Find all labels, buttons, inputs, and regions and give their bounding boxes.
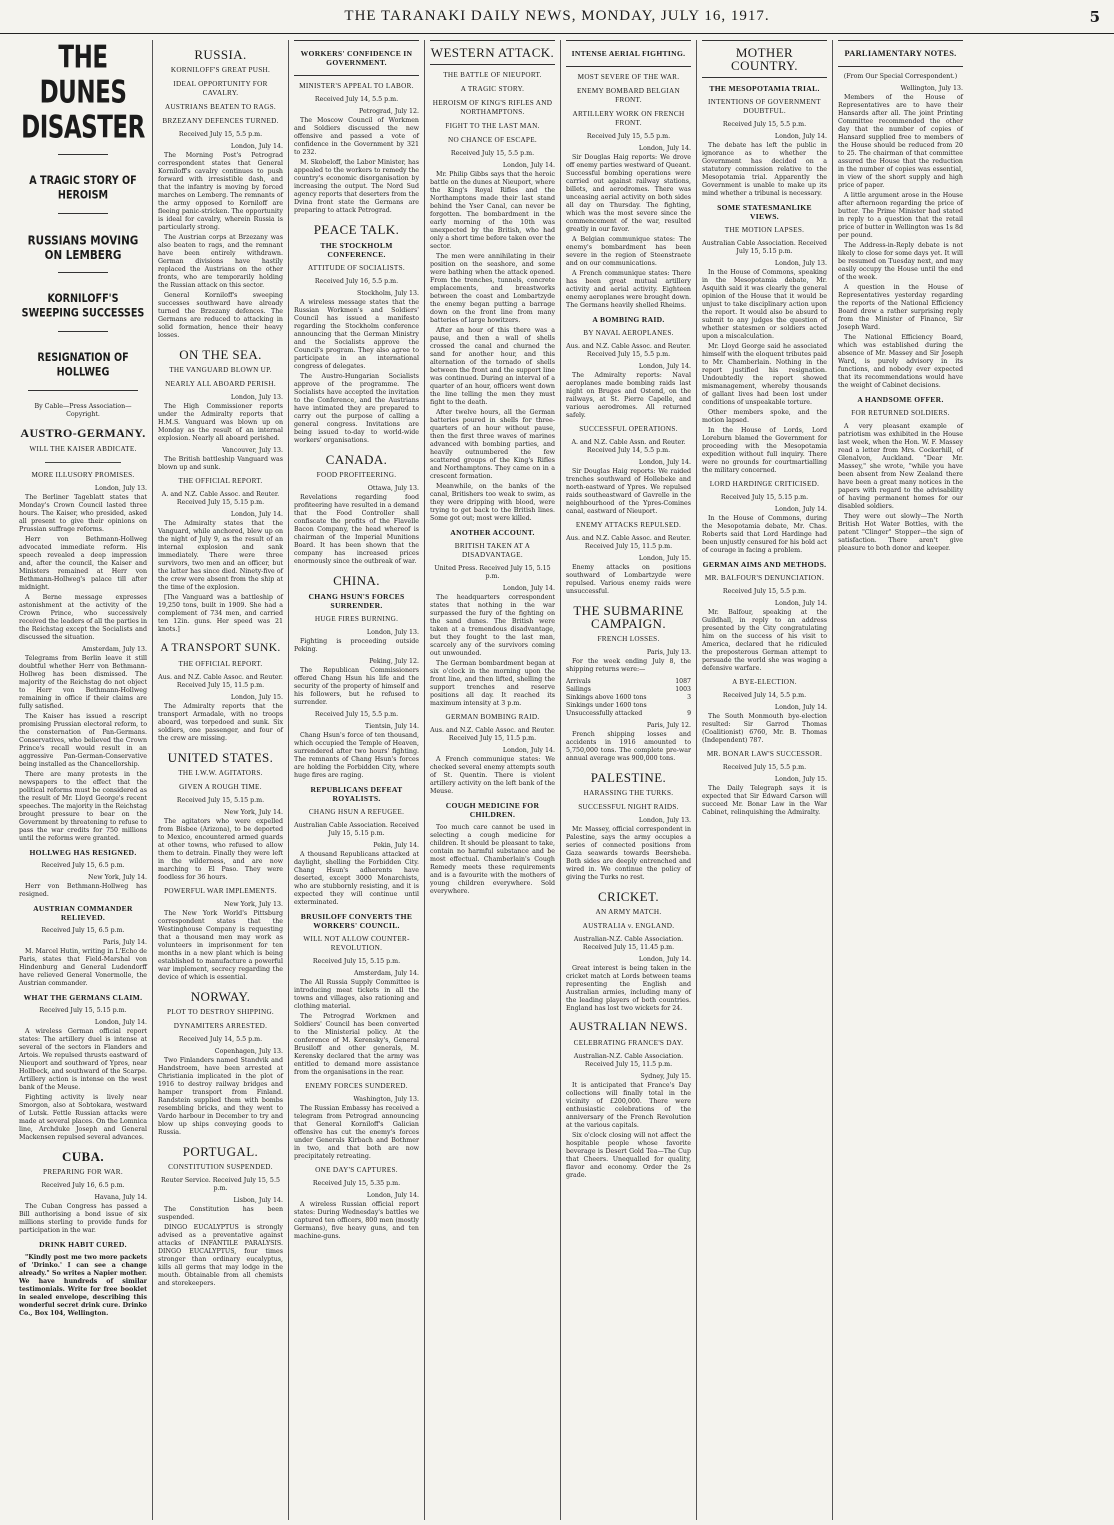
dateline: Vancouver, July 13. (222, 447, 283, 454)
received-line: Received July 15, 5.35 p.m. (312, 1180, 401, 1187)
deck-brzezany: BRZEZANY DEFENCES TURNED. (162, 117, 279, 125)
received-line: A. and N.Z. Cable Assoc. and Reuter. Received July 15, 5.15 p.m. (161, 491, 280, 506)
section-united-states: UNITED STATES. (167, 750, 274, 765)
deck-vanguard: THE VANGUARD BLOWN UP. (169, 366, 272, 374)
dateline: London, July 14. (774, 506, 827, 513)
dateline: London, July 15. (230, 694, 283, 701)
section-mother-country: MOTHER COUNTRY. (731, 45, 798, 73)
dateline: Stockholm, July 13. (357, 290, 419, 297)
deck-official-report-2: THE OFFICIAL REPORT. (178, 660, 263, 668)
deck-mesopotamia: THE MESOPOTAMIA TRIAL. (709, 84, 820, 93)
section-palestine: PALESTINE. (590, 770, 667, 785)
deck-captures: ONE DAY'S CAPTURES. (315, 1166, 398, 1174)
article-paragraph: A thousand Republicans attacked at daylight, shelling the Forbidden City. Chang Hsun's adherents have deserted, except 3000 Monarchists, who are stubbornly resisting, and it is expected they will continue until exterminated. (294, 851, 419, 906)
section-peace-talk: PEACE TALK. (313, 222, 400, 237)
deck-aus-v-eng: AUSTRALIA v. ENGLAND. (582, 922, 675, 930)
dateline: London, July 14. (230, 511, 283, 518)
deck-germans-claim: WHAT THE GERMANS CLAIM. (23, 993, 143, 1002)
headline-box (294, 40, 419, 76)
table-row: Sailings 1003 (566, 686, 691, 693)
article-paragraph: In the House of Commons, speaking in the Mesopotamia debate, Mr. Asquith said it was clearly the general opinion of the House that it would be unjust to take disciplinary action upon the report. It would also be absurd to submit to any judges the question of whether statesmen or soldiers acted upon a miscalculation. (702, 269, 827, 340)
article-paragraph: The Austrian corps at Brzezany was also beaten to rags, and the remnant have been entirely withdrawn. German divisions have hastily replaced the Austrians on the other fronts, who are temporarily holding the Russian attack on this sector. (158, 234, 283, 289)
received-line: Received July 15, 5.5 p.m. (722, 588, 807, 595)
deck-republicans: REPUBLICANS DEFEAT ROYALISTS. (310, 785, 403, 803)
deck-korniloff: KORNILOFF'S GREAT PUSH. (170, 66, 271, 74)
received-line: Aus. and N.Z. Cable Assoc. and Reuter. Received July 15, 11.5 p.m. (430, 727, 555, 742)
deck-plot: PLOT TO DESTROY SHIPPING. (166, 1008, 275, 1016)
article-paragraph: The New York World's Pittsburg correspondent states that the Westinghouse Company is requesting that a thousand men may work as volunteers in imprisonment for ten months in a new plant which is being established to manufacture a powerful war implement, secrecy regarding the device of which is essential. (158, 910, 283, 981)
article-paragraph: The Cuban Congress has passed a Bill authorising a bond issue of six millions sterling to provide funds for participation in the war. (19, 1203, 147, 1234)
deck-night-raids: SUCCESSFUL NIGHT RAIDS. (578, 803, 679, 811)
column-3 (288, 40, 424, 1520)
article-paragraph: The Address-in-Reply debate is not likely to close for some days yet. It will be resumed on Tuesday next, and may easily occupy the House until the end of the week. (838, 242, 963, 281)
dateline: London, July 14. (230, 143, 283, 150)
received-line: Received July 15, 5.5 p.m. (178, 131, 263, 138)
dateline: London, July 14. (638, 956, 691, 963)
article-paragraph: The Berliner Tageblatt states that Monday's Crown Council lasted three hours. The Kaiser, who presided, asked all present to give their opinions on Prussian suffrage reforms. (19, 494, 147, 533)
deck-intentions: INTENTIONS OF GOVERNMENT DOUBTFUL. (707, 98, 821, 115)
article-paragraph: The Daily Telegraph says it is expected that Sir Edward Carson will succeed Mr. Bonar Law in the War Cabinet, relinquishing the Admiralty. (702, 785, 827, 816)
received-line: Australian Cable Association. Received July 15, 5.15 p.m. (702, 240, 827, 255)
article-paragraph: Mr. Lloyd George said he associated himself with the eloquent tributes paid to Mr. Chamberlain. Nothing in the report justified his resignation. Undoubtedly the report showed mismanagement, whereby thousands of gallant lives had been lost under conditions of unspeakable torture. (702, 343, 827, 406)
article-paragraph: The headquarters correspondent states that nothing in the war surpassed the fury of the fighting on the sand dunes. The British were taken at a tremendous disadvantage, but they fought to the last man, scarcely any of the survivors coming out unwounded. (430, 594, 555, 657)
article-paragraph: It is anticipated that France's Day collections will finally total in the vicinity of £200,000. There were enthusiastic celebrations of the anniversary of the French Revolution at the various capitals. (566, 1082, 691, 1129)
dateline: London, July 13. (230, 394, 283, 401)
article-paragraph: The Moscow Council of Workmen and Soldiers discussed the new offensive and passed a vote of confidence in the Government by 321 to 232. (294, 117, 419, 156)
dateline: Amsterdam, July 14. (354, 970, 419, 977)
article-paragraph: A wireless German official report states: The artillery duel is intense at several of the sectors in Flanders and Artois. We repulsed thrusts eastward of Nieuport and southward of Ypres, near Hollbeck, and southward of the Scarpe. Artillery action is intense on the west bank of the Meuse. (19, 1028, 147, 1091)
shipping-table (566, 678, 691, 718)
received-line: Aus. and N.Z. Cable Assoc. and Reuter. Received July 15, 11.5 p.m. (566, 535, 691, 550)
ad-paragraph: "Kindly post me two more packets of 'Drinko.' I can see a change already." So writes a Napier mother. We have hundreds of similar testimonials. Write for free booklet in sealed envelope, describing this wonderful secret drink cure. Drinko Co., Box 104, Wellington. (19, 1254, 147, 1317)
article-paragraph: There are many protests in the newspapers to the effect that the political reforms must be considered as the result of Mr. Lloyd George's recent speeches. The majority in the Reichstag brought pressure to bear on the Government by threatening to refuse to pass the war credits for 750 millions until the reforms were granted. (19, 771, 147, 842)
dateline: Lisbon, July 14. (233, 1197, 283, 1204)
dateline: Paris, July 13. (646, 649, 691, 656)
article-paragraph: Herr von Bethmann-Hollweg advocated immediate reform. His speech revealed a deep impression and, after the council, the Kaiser and Ministers remained at Herr von Bethmann-Hollweg's palace till after midnight. (19, 536, 147, 591)
article-paragraph: After twelve hours, all the German batteries poured in shells for three-quarters of an hour without pause, then the first three waves of marines advanced with bombing parties, and heavily outnumbered the few scattered groups of the King's Rifles and Northamptons. They came on in a crescent formation. (430, 409, 555, 480)
article-paragraph: Fighting activity is lively near Smorgon, also at Sobtokara, westward of Lutsk. Fettle Russian attacks were made at several places. On the Lomnica line, Archduke Joseph and General Mackensen repulsed several advances. (19, 1094, 147, 1141)
dateline: London, July 14. (774, 704, 827, 711)
deck-army-match: AN ARMY MATCH. (595, 908, 662, 916)
article-paragraph: Two Finlanders named Standvik and Handstroem, have been arrested at Christiania implicated in the plot of 1916 to destroy railway bridges and hamper transport from Finland. Randstein supplied them with bombs resembling bricks, and they went to Vardo harbour in December to try and blow up ships conveying goods to Russia. (158, 1057, 283, 1136)
received-line: Received July 15, 5.5 p.m. (722, 121, 807, 128)
deck-preparing: PREPARING FOR WAR. (43, 1168, 123, 1176)
article-paragraph: The Morning Post's Petrograd correspondent states that General Korniloff's cavalry continues to push forward with irresistible dash, and that the infantry is moving by forced marches on Lemberg. The remnants of the army opposed to Korniloff are fleeing panic-stricken. The opportunity is ideal for cavalry, wherein Russia is particularly strong. (158, 152, 283, 231)
section-on-the-sea: ON THE SEA. (179, 347, 262, 362)
headline-box (702, 40, 827, 78)
deck-counter: WILL NOT ALLOW COUNTER-REVOLUTION. (303, 935, 410, 952)
deck-promises: MORE ILLUSORY PROMISES. (31, 471, 135, 479)
article-paragraph: Revelations regarding food profiteering have resulted in a demand that the Food Controller shall confiscate the profits of the Flavelle Bacon Company, the head whereof is chairman of the Imperial Munitions Board. It has been shown that the company has increased prices enormously since the outbreak of war. (294, 494, 419, 565)
deck-statesmanlike: SOME STATESMANLIKE VIEWS. (717, 203, 812, 221)
article-paragraph: M. Marcel Hutin, writing in L'Echo de Paris, states that Field-Marshal von Hindenburg and General Ludendorff have relieved General Vonermolle, the Austrian commander. (19, 948, 147, 987)
received-line: Received July 15, 5.15 p.m. (39, 1007, 127, 1014)
deck-french-losses: FRENCH LOSSES. (597, 635, 660, 643)
dateline: New York, July 13. (223, 901, 283, 908)
section-norway: NORWAY. (190, 989, 251, 1004)
newspaper-columns (14, 40, 1104, 1520)
article-paragraph: The men were annihilating in their position on the seashore, and some were bathing when the attack opened. From the trenches, tunnels, concrete emplacements, and breastworks between the coast and Lombartzyde the enemy began putting a barrage down on the front line from many batteries of large howitzers. (430, 253, 555, 324)
section-austro-germany: AUSTRO-GERMANY. (20, 426, 146, 440)
article-paragraph: Mr. Philip Gibbs says that the heroic battle on the dunes at Nieuport, where the King's Royal Rifles and the Northamptons made their last stand behind the Yser Canal, can never be forgotten. The bombardment in the early morning of the 10th was unexpected by the British, who had only a short time before taken over the sector. (430, 171, 555, 250)
received-line: United Press. Received July 15, 5.15 p.m. (434, 565, 551, 580)
received-line: Australian-N.Z. Cable Association. Received July 15, 11.45 p.m. (573, 936, 684, 951)
ad-paragraph: Six o'clock closing will not affect the hospitable people whose favorite beverage is Desert Gold Tea—The Cup that Cheers. Unequalled for quality, flavor and economy. Order the 2s grade. (566, 1132, 691, 1179)
section-transport-sunk: A TRANSPORT SUNK. (160, 642, 281, 654)
deck-powerful-war: POWERFUL WAR IMPLEMENTS. (164, 887, 277, 895)
article-paragraph: The Kaiser has issued a rescript promising Prussian electoral reform, to the consternation of Pan-Germans. Conservatives, who believed the Crown Prince's recall would result in an aggressive Pan-German-Conservative being installed as the Chancellorship. (19, 713, 147, 768)
deck-france-day: CELEBRATING FRANCE'S DAY. (573, 1039, 684, 1047)
article-paragraph: Sir Douglas Haig reports: We drove off enemy parties westward of Queant. Successful bombing operations were carried out against railway stations, billets, and aerodromes. There was unceasing aerial activity on both sides all day on Thursday. The fighting, which was the most severe since the commencement of the war, resulted greatly in our favor. (566, 154, 691, 233)
deck-minister-appeal: MINISTER'S APPEAL TO LABOR. (299, 82, 414, 90)
deck-most-severe: MOST SEVERE OF THE WAR. (577, 73, 680, 81)
deck-nieuport: THE BATTLE OF NIEUPORT. (443, 71, 542, 79)
deck-returned-soldiers: FOR RETURNED SOLDIERS. (851, 409, 950, 417)
table-row: Sinkings under 1600 tons (566, 702, 647, 709)
received-line: Received July 14, 5.5 p.m. (178, 1036, 263, 1043)
deck-austrians-beaten: AUSTRIANS BEATEN TO RAGS. (164, 103, 277, 111)
article-paragraph: The Constitution has been suspended. (158, 1206, 283, 1221)
article-paragraph: Chang Hsun's force of ten thousand, which occupied the Temple of Heaven, surrendered after two hours' fighting. The remnants of Chang Hsun's forces are holding the Forbidden City, where huge fires are raging. (294, 732, 419, 779)
article-paragraph: Telegrams from Berlin leave it still doubtful whether Herr von Bethmann-Hollweg has been dismissed. The majority of the Reichstag do not object to Herr von Bethmann-Hollweg remaining in office if their claims are fully satisfied. (19, 655, 147, 710)
article-paragraph: A very pleasant example of patriotism was exhibited in the House last week, when the Hon. W. F. Massey read a letter from Mrs. Cockerhill, of Glenalvon, Auckland. "Dear Mr. Massey," she wrote, "while you have been absent from New Zealand there have been a great many notices in the papers with regard to the advisability of having permanent homes for our disabled soldiers. (838, 423, 963, 510)
deck-hollweg-resigned: HOLLWEG HAS RESIGNED. (29, 848, 137, 857)
article-paragraph: The debate has left the public in ignorance as to whether the Government has decided on a statutory commission relative to the Mesopotamia trial. Apparently the Government is unable to make up its mind whether a tribunal is necessary. (702, 142, 827, 197)
headline-box (838, 40, 963, 67)
dateline: Copenhagen, July 13. (214, 1048, 283, 1055)
received-line: Received July 14, 5.5 p.m. (722, 692, 807, 699)
section-cricket: CRICKET. (597, 889, 660, 904)
dateline: Tientsin, July 14. (365, 723, 419, 730)
article-paragraph: A wireless message states that the Russian Workmen's and Soldiers' Council has issued a manifesto regarding the Stockholm conference announcing that the German Ministry and the Socialists approve the Council's program. They also agree to participate in an international congress of delegates. (294, 299, 419, 370)
dateline: Pekin, July 14. (373, 842, 419, 849)
article-paragraph: The Austro-Hungarian Socialists approve of the programme. The Socialists have accepted the invitation to the Conference, and the Austrians have intimated they are prepared to carry out the purpose of calling a general congress. Invitations are being issued to-day to world-wide workers' organisations. (294, 373, 419, 444)
article-paragraph: The German bombardment began at six o'clock in the morning upon the front line, and then lifted, shelling the support trenches and reserve positions all day. It reached its maximum intensity at 3 p.m. (430, 660, 555, 707)
received-line: Received July 15, 6.5 p.m. (41, 927, 125, 934)
received-line: Received July 15, 5.5 p.m. (314, 711, 399, 718)
deck-constitution: CONSTITUTION SUSPENDED. (168, 1163, 273, 1171)
article-paragraph: Other members spoke, and the motion lapsed. (702, 409, 827, 424)
headline-intense-aerial: INTENSE AERIAL FIGHTING. (571, 49, 686, 58)
page-number: 5 (1089, 7, 1100, 26)
deck-iww: THE I.W.W. AGITATORS. (178, 769, 263, 777)
received-line: Received July 14, 5.5 p.m. (314, 96, 399, 103)
dateline: London, July 13. (94, 485, 147, 492)
article-paragraph: A little argument arose in the House after afternoon regarding the price of butter. The Prime Minister had stated in reply to a question that the retail price of butter in Wellington was 1s 8d per pound. (838, 192, 963, 239)
dateline: London, July 14. (638, 145, 691, 152)
column-1 (14, 40, 152, 1520)
section-australian-news: AUSTRALIAN NEWS. (569, 1021, 688, 1033)
article-paragraph: French shipping losses and accidents in 1916 amounted to 5,750,000 tons. The complete pre-war annual average was 900,000 tons. (566, 731, 691, 762)
article-paragraph: Meanwhile, on the banks of the canal, Britishers too weak to swim, as they were dripping with blood, were trying to get back to the British lines. Some got out; most were killed. (430, 483, 555, 522)
received-line: Australian Cable Association. Received July 15, 5.15 p.m. (294, 822, 419, 837)
column-4 (424, 40, 560, 1520)
column-7 (832, 40, 968, 1520)
article-paragraph: The Republican Commissioners offered Chang Hsun his life and the security of the property of himself and his followers, but he refused to surrender. (294, 667, 419, 706)
deck-bye-election: A BYE-ELECTION. (732, 678, 797, 686)
dateline: London, July 15. (638, 555, 691, 562)
main-headline: THE DUNES DISASTER (21, 40, 145, 146)
dateline: Havana, July 14. (94, 1194, 147, 1201)
deck-german-aims: GERMAN AIMS AND METHODS. (702, 560, 827, 569)
deck-brusiloff: BRUSILOFF CONVERTS THE WORKERS' COUNCIL. (300, 912, 413, 930)
article-paragraph: The agitators who were expelled from Bisbee (Arizona), to be deported to Mexico, encountered armed guards at other towns, who refused to allow them to detrain. Finally they were left in the wilderness, and are now marching to El Paso. They were foodless for 36 hours. (158, 818, 283, 881)
received-line: Received July 15, 5.5 p.m. (450, 150, 535, 157)
deck-attitude: ATTITUDE OF SOCIALISTS. (308, 264, 405, 272)
column-2 (152, 40, 288, 1520)
deck-tragic-story: A TRAGIC STORY. (460, 85, 525, 93)
section-western-attack: WESTERN ATTACK. (430, 45, 555, 60)
dateline: London, July 13. (638, 817, 691, 824)
received-line: Received July 15, 5.5 p.m. (586, 133, 671, 140)
deck-enemy-sundered: ENEMY FORCES SUNDERED. (305, 1082, 408, 1090)
article-paragraph: A French communique states: We checked several enemy attempts south of St. Quentin. There is violent artillery activity on the left bank of the Meuse. (430, 756, 555, 795)
dateline: London, July 14. (638, 459, 691, 466)
dateline: Washington, July 13. (353, 1096, 419, 1103)
subheadline-tragic-story: A TRAGIC STORY OF HEROISM (29, 174, 137, 203)
dateline: London, July 14. (502, 162, 555, 169)
article-paragraph: Sir Douglas Haig reports: We raided trenches southward of Hollebeke and north-eastward of Ypres. We repulsed raids southeastward of Gavrelle in the neighbourhood of the Ypres-Comines canal, eastward of Nieuport. (566, 468, 691, 515)
ad-paragraph: They were out slowly—The North British Hot Water Bottles, with the patent "Clinger" Stopper—the sign of satisfaction. There aren't give pleasure to both donor and keeper. (838, 513, 963, 552)
deck-another-account: ANOTHER ACCOUNT. (450, 528, 535, 537)
deck-attacks-repulsed: ENEMY ATTACKS REPULSED. (575, 521, 682, 529)
dateline: Peking, July 12. (369, 658, 419, 665)
subheadline-korniloff: KORNILOFF'S SWEEPING SUCCESSES (21, 292, 145, 321)
deck-no-escape: NO CHANCE OF ESCAPE. (447, 136, 538, 144)
deck-balfour: MR. BALFOUR'S DENUNCIATION. (704, 574, 825, 582)
subheadline-hollweg: RESIGNATION OF HOLLWEG (37, 351, 129, 380)
received-line: Reuter Service. Received July 15, 5.5 p.m. (161, 1177, 280, 1192)
dateline: Paris, July 12. (646, 722, 691, 729)
deck-handsome-offer: A HANDSOME OFFER. (857, 395, 944, 404)
received-line: Australian-N.Z. Cable Association. Received July 15, 11.5 p.m. (573, 1053, 684, 1068)
dateline: London, July 14. (774, 133, 827, 140)
article-paragraph: The All Russia Supply Committee is introducing meat tickets in all the towns and villages, also rationing and clothing material. (294, 979, 419, 1010)
subheadline-russians: RUSSIANS MOVING ON LEMBERG (27, 233, 139, 263)
section-cuba: CUBA. (61, 1149, 105, 1164)
dateline: Wellington, July 13. (900, 85, 963, 92)
table-row: Sinkings above 1600 tons 3 (566, 694, 691, 701)
received-line: Received July 16, 5.5 p.m. (314, 278, 399, 285)
deck-belgian-front: ENEMY BOMBARD BELGIAN FRONT. (576, 87, 681, 104)
article-paragraph: Great interest is being taken in the cricket match at Lords between teams representing the English and Australian armies, including many of the leading players of both countries. England has lost two wickets for 24. (566, 965, 691, 1012)
deck-bombing-raid: A BOMBING RAID. (592, 315, 665, 324)
table-row: Arrivals 1087 (566, 678, 691, 685)
deck-bombing-raid: GERMAN BOMBING RAID. (445, 713, 540, 721)
article-paragraph: A French communique states: There has been great mutual artillery activity and aerial activity. Eighteen enemy aeroplanes were brought down. The Germans heavily shelled Rheims. (566, 270, 691, 309)
ad-paragraph: DINGO EUCALYPTUS is strongly advised as a preventative against attacks of INFANTILE PARALYSIS. DINGO EUCALYPTUS, four times stronger than ordinary eucalyptus, kills all germs that may lodge in the mouth. Obtainable from all chemists and storekeepers. (158, 1224, 283, 1287)
dateline: Ottawa, July 13. (367, 485, 419, 492)
article-paragraph: Members of the House of Representatives are to have their Hansards after all. The joint Printing Committee recommended the other day that the number of copies of Hansard supplied free to members of the House should be reduced from 20 to 25. The chairman of that committee assured the House that the reduction in the number of copies was essential, in view of the short supply and high price of paper. (838, 94, 963, 189)
dateline: London, July 14. (638, 363, 691, 370)
deck-rough-time: GIVEN A ROUGH TIME. (179, 783, 262, 791)
ad-paragraph: Too much care cannot be used in selecting a cough medicine for children. It should be pleasant to take, contain no harmful substance and be most effectual. Chamberlain's Cough Remedy meets these requirements and is a favourite with the mothers of young children everywhere. Sold everywhere. (430, 824, 555, 895)
article-paragraph: Mr. Balfour, speaking at the Guildhall, in reply to an address presented by the City congratulating him on the success of his visit to America, declared that he ridiculed the preposterous German attempt to persuade the world she was waging a defensive warfare. (702, 609, 827, 672)
article-paragraph: A wireless Russian official report states: During Wednesday's battles we captured ten officers, 800 men (mostly Germans), five heavy guns, and ten machine-guns. (294, 1201, 419, 1240)
article-paragraph: Herr von Bethmann-Hollweg has resigned. (19, 883, 147, 898)
article-paragraph: The Petrograd Workmen and Soldiers' Council has been converted to the Ministerial policy. At the conference of M. Kerensky's, General Brusiloff and other generals, M. Kerensky declared that the army was entitled to demand more assistance from the organisations in the rear. (294, 1013, 419, 1076)
deck-stockholm: THE STOCKHOLM CONFERENCE. (320, 241, 393, 259)
section-parliamentary: PARLIAMENTARY NOTES. (844, 49, 957, 58)
dateline: London, July 14. (94, 1019, 147, 1026)
masthead (0, 0, 1114, 34)
article-paragraph: The Admiralty states that the Vanguard, while anchored, blew up on the night of July 9, as the result of an internal explosion and sank immediately. There were three survivors, two men and an officer, but the latter has since died. Ninety-five of the crew were absent from the ship at the time of the explosion. (158, 520, 283, 591)
section-russia: RUSSIA. (194, 47, 247, 62)
dateline: New York, July 14. (223, 809, 283, 816)
ad-cough-medicine: COUGH MEDICINE FOR CHILDREN. (445, 801, 540, 819)
deck-bonar-law: MR. BONAR LAW'S SUCCESSOR. (706, 750, 823, 758)
article-paragraph: The National Efficiency Board, which was established during the absence of Mr. Massey and Sir Joseph Ward, is purely advisory in its functions, and nobody ever expected that its recommendations would have the weight of Cabinet decisions. (838, 334, 963, 389)
dateline: London, July 15. (774, 776, 827, 783)
article-paragraph: The British battleship Vanguard was blown up and sunk. (158, 456, 283, 471)
dateline: Petrograd, July 12. (358, 108, 419, 115)
article-paragraph: General Korniloff's sweeping successes southward have already turned the Brzezany defences. The Germans are reduced to attacking in solid formation, hence their heavy losses. (158, 292, 283, 339)
section-portugal: PORTUGAL. (182, 1144, 259, 1159)
column-6 (696, 40, 832, 1520)
column-5 (560, 40, 696, 1520)
correspondent-line: (From Our Special Correspondent.) (843, 73, 958, 80)
newspaper-title: THE TARANAKI DAILY NEWS, MONDAY, JULY 16, 1917. (344, 8, 770, 24)
deck-naval-aeroplanes: BY NAVAL AEROPLANES. (583, 329, 674, 337)
dateline: London, July 14. (502, 747, 555, 754)
headline-box (430, 40, 555, 65)
article-paragraph: A Berne message expresses astonishment at the activity of the Crown Prince, who successively received the leaders of all the parties in the Reichstag except the Socialists and discussed the situation. (19, 594, 147, 641)
deck-perish: NEARLY ALL ABOARD PERISH. (165, 380, 276, 388)
headline-workers: WORKERS' CONFIDENCE IN GOVERNMENT. (300, 49, 413, 67)
received-line: Aus. and N.Z. Cable Assoc. and Reuter. Received July 15, 5.5 p.m. (566, 343, 691, 358)
deck-official-report: THE OFFICIAL REPORT. (178, 477, 263, 485)
article-paragraph: The Admiralty reports: Naval aeroplanes made bombing raids last night on Bruges and Ostend, on the railways, at St. Pierre Capelle, and various aerodromes. All returned safely. (566, 372, 691, 419)
article-paragraph: In the House of Lords, Lord Loreburn blamed the Government for proceeding with the Mesopotamia expedition without full inquiry. There were no grounds for courtmartialling the military concerned. (702, 427, 827, 474)
article-paragraph: In the House of Commons, during the Mesopotamia debate, Mr. Chas. Roberts said that Lord Hardinge had been unjustly censured for his bold act of courage in facing a problem. (702, 515, 827, 554)
received-line: Aus. and N.Z. Cable Assoc. and Reuter. Received July 15, 11.5 p.m. (158, 674, 283, 689)
article-paragraph: For the week ending July 8, the shipping returns were:— (566, 658, 691, 673)
received-line: Received July 15, 5.15 p.m. (176, 797, 265, 804)
deck-heroism: HEROISM OF KING'S RIFLES AND NORTHAMPTONS. (432, 99, 553, 116)
deck-fires: HUGE FIRES BURNING. (314, 615, 399, 623)
cable-credit: By Cable—Press Association—Copyright. (34, 403, 132, 418)
dateline: Amsterdam, July 13. (82, 646, 147, 653)
article-paragraph: Fighting is proceeding outside Peking. (294, 638, 419, 653)
dateline: London, July 14. (366, 1192, 419, 1199)
deck-chang-hsun: CHANG HSUN'S FORCES SURRENDER. (308, 592, 405, 610)
deck-austrian-commander: AUSTRIAN COMMANDER RELIEVED. (33, 904, 133, 922)
article-paragraph: A question in the House of Representatives yesterday regarding the reports of the National Efficiency Board drew a rather surprising reply from the Minister of Finance, Sir Joseph Ward. (838, 284, 963, 331)
dateline: Sydney, July 15. (640, 1073, 691, 1080)
article-paragraph: Mr. Massey, official correspondent in Palestine, says the army occupies a series of connected positions from Gaza seawards towards Beersheba. Both sides are deeply entrenched and wired in. We continue the policy of giving the Turks no rest. (566, 826, 691, 881)
section-submarine: THE SUBMARINE CAMPAIGN. (573, 603, 684, 631)
article-paragraph: The South Monmouth bye-election resulted: Sir Garrod Thomas (Coalitionist) 6760, Mr. B. Thomas (Independent) 787. (702, 713, 827, 744)
deck-cavalry: IDEAL OPPORTUNITY FOR CAVALRY. (173, 80, 268, 97)
received-line: Received July 15, 6.5 p.m. (41, 862, 125, 869)
received-line: A. and N.Z. Cable Assn. and Reuter. Received July 14, 5.5 p.m. (571, 439, 686, 454)
deck-dynamiters: DYNAMITERS ARRESTED. (173, 1022, 268, 1030)
received-line: Received July 15, 5.5 p.m. (722, 764, 807, 771)
ad-drink-habit: DRINK HABIT CURED. (39, 1240, 127, 1249)
received-line: Received July 16, 6.5 p.m. (41, 1182, 125, 1189)
deck-food: FOOD PROFITEERING. (316, 471, 397, 479)
deck-disadvantage: BRITISH TAKEN AT A DISADVANTAGE. (454, 542, 531, 559)
deck-refugee: CHANG HSUN A REFUGEE. (308, 808, 405, 816)
dateline: London, July 13. (366, 629, 419, 636)
deck-successful-ops: SUCCESSFUL OPERATIONS. (579, 425, 678, 433)
dateline: London, July 13. (774, 260, 827, 267)
deck-hardinge: LORD HARDINGE CRITICISED. (709, 480, 820, 488)
deck-kaiser: WILL THE KAISER ABDICATE. (29, 445, 137, 453)
section-china: CHINA. (333, 573, 380, 588)
table-row: Unsuccessfully attacked 9 (566, 710, 691, 717)
article-paragraph: M. Skobeloff, the Labor Minister, has appealed to the workers to remedy the country's economic disorganisation by increasing the output. The Nord Sud agency reports that deserters from the Dvina front state the Germans are preparing to attack Petrograd. (294, 159, 419, 214)
deck-french-front: ARTILLERY WORK ON FRENCH FRONT. (572, 110, 685, 127)
headline-box (566, 40, 691, 67)
received-line: Received July 15, 5.15 p.m. (312, 958, 401, 965)
article-paragraph: The High Commissioner reports under the Admiralty reports that H.M.S. Vanguard was blown up on Monday as the result of an internal explosion. Nearly all aboard perished. (158, 403, 283, 442)
dateline: Paris, July 14. (102, 939, 147, 946)
article-paragraph: The Admiralty reports that the transport Armadale, with no troops aboard, was torpedoed and sunk. Six soldiers, one passenger, and four of the crew are missing. (158, 703, 283, 742)
section-canada: CANADA. (325, 452, 388, 467)
deck-motion-lapses: THE MOTION LAPSES. (724, 226, 805, 234)
article-paragraph: Enemy attacks on positions southward of Lombartzyde were repulsed. Various enemy raids were unsuccessful. (566, 564, 691, 595)
dateline: London, July 14. (774, 600, 827, 607)
article-paragraph: The Russian Embassy has received a telegram from Petrograd announcing that General Korniloff's Galician offensive has cut the enemy's forces under Generals Kirbach and Bothmer in two, and that both are now precipitately retreating. (294, 1105, 419, 1160)
article-paragraph: [The Vanguard was a battleship of 19,250 tons, built in 1909. She had a complement of 734 men, and carried ten 12in. guns. Her speed was 21 knots.] (158, 594, 283, 633)
dateline: London, July 14. (502, 585, 555, 592)
deck-harassing: HARASSING THE TURKS. (583, 789, 674, 797)
article-paragraph: After an hour of this there was a pause, and then a wall of shells crossed the canal and churned the sand for another hour, and this alternation of the tornado of shells between the front and the support line was continued. During an interval of a quarter of an hour, officers went down the line telling the men they must fight to the death. (430, 327, 555, 406)
dateline: New York, July 14. (87, 874, 147, 881)
article-paragraph: A Belgian communique states: The enemy's bombardment has been severe in the region of Steenstraete and on our communications. (566, 236, 691, 267)
received-line: Received July 15, 5.15 p.m. (720, 494, 809, 501)
deck-last-man: FIGHT TO THE LAST MAN. (445, 122, 540, 130)
